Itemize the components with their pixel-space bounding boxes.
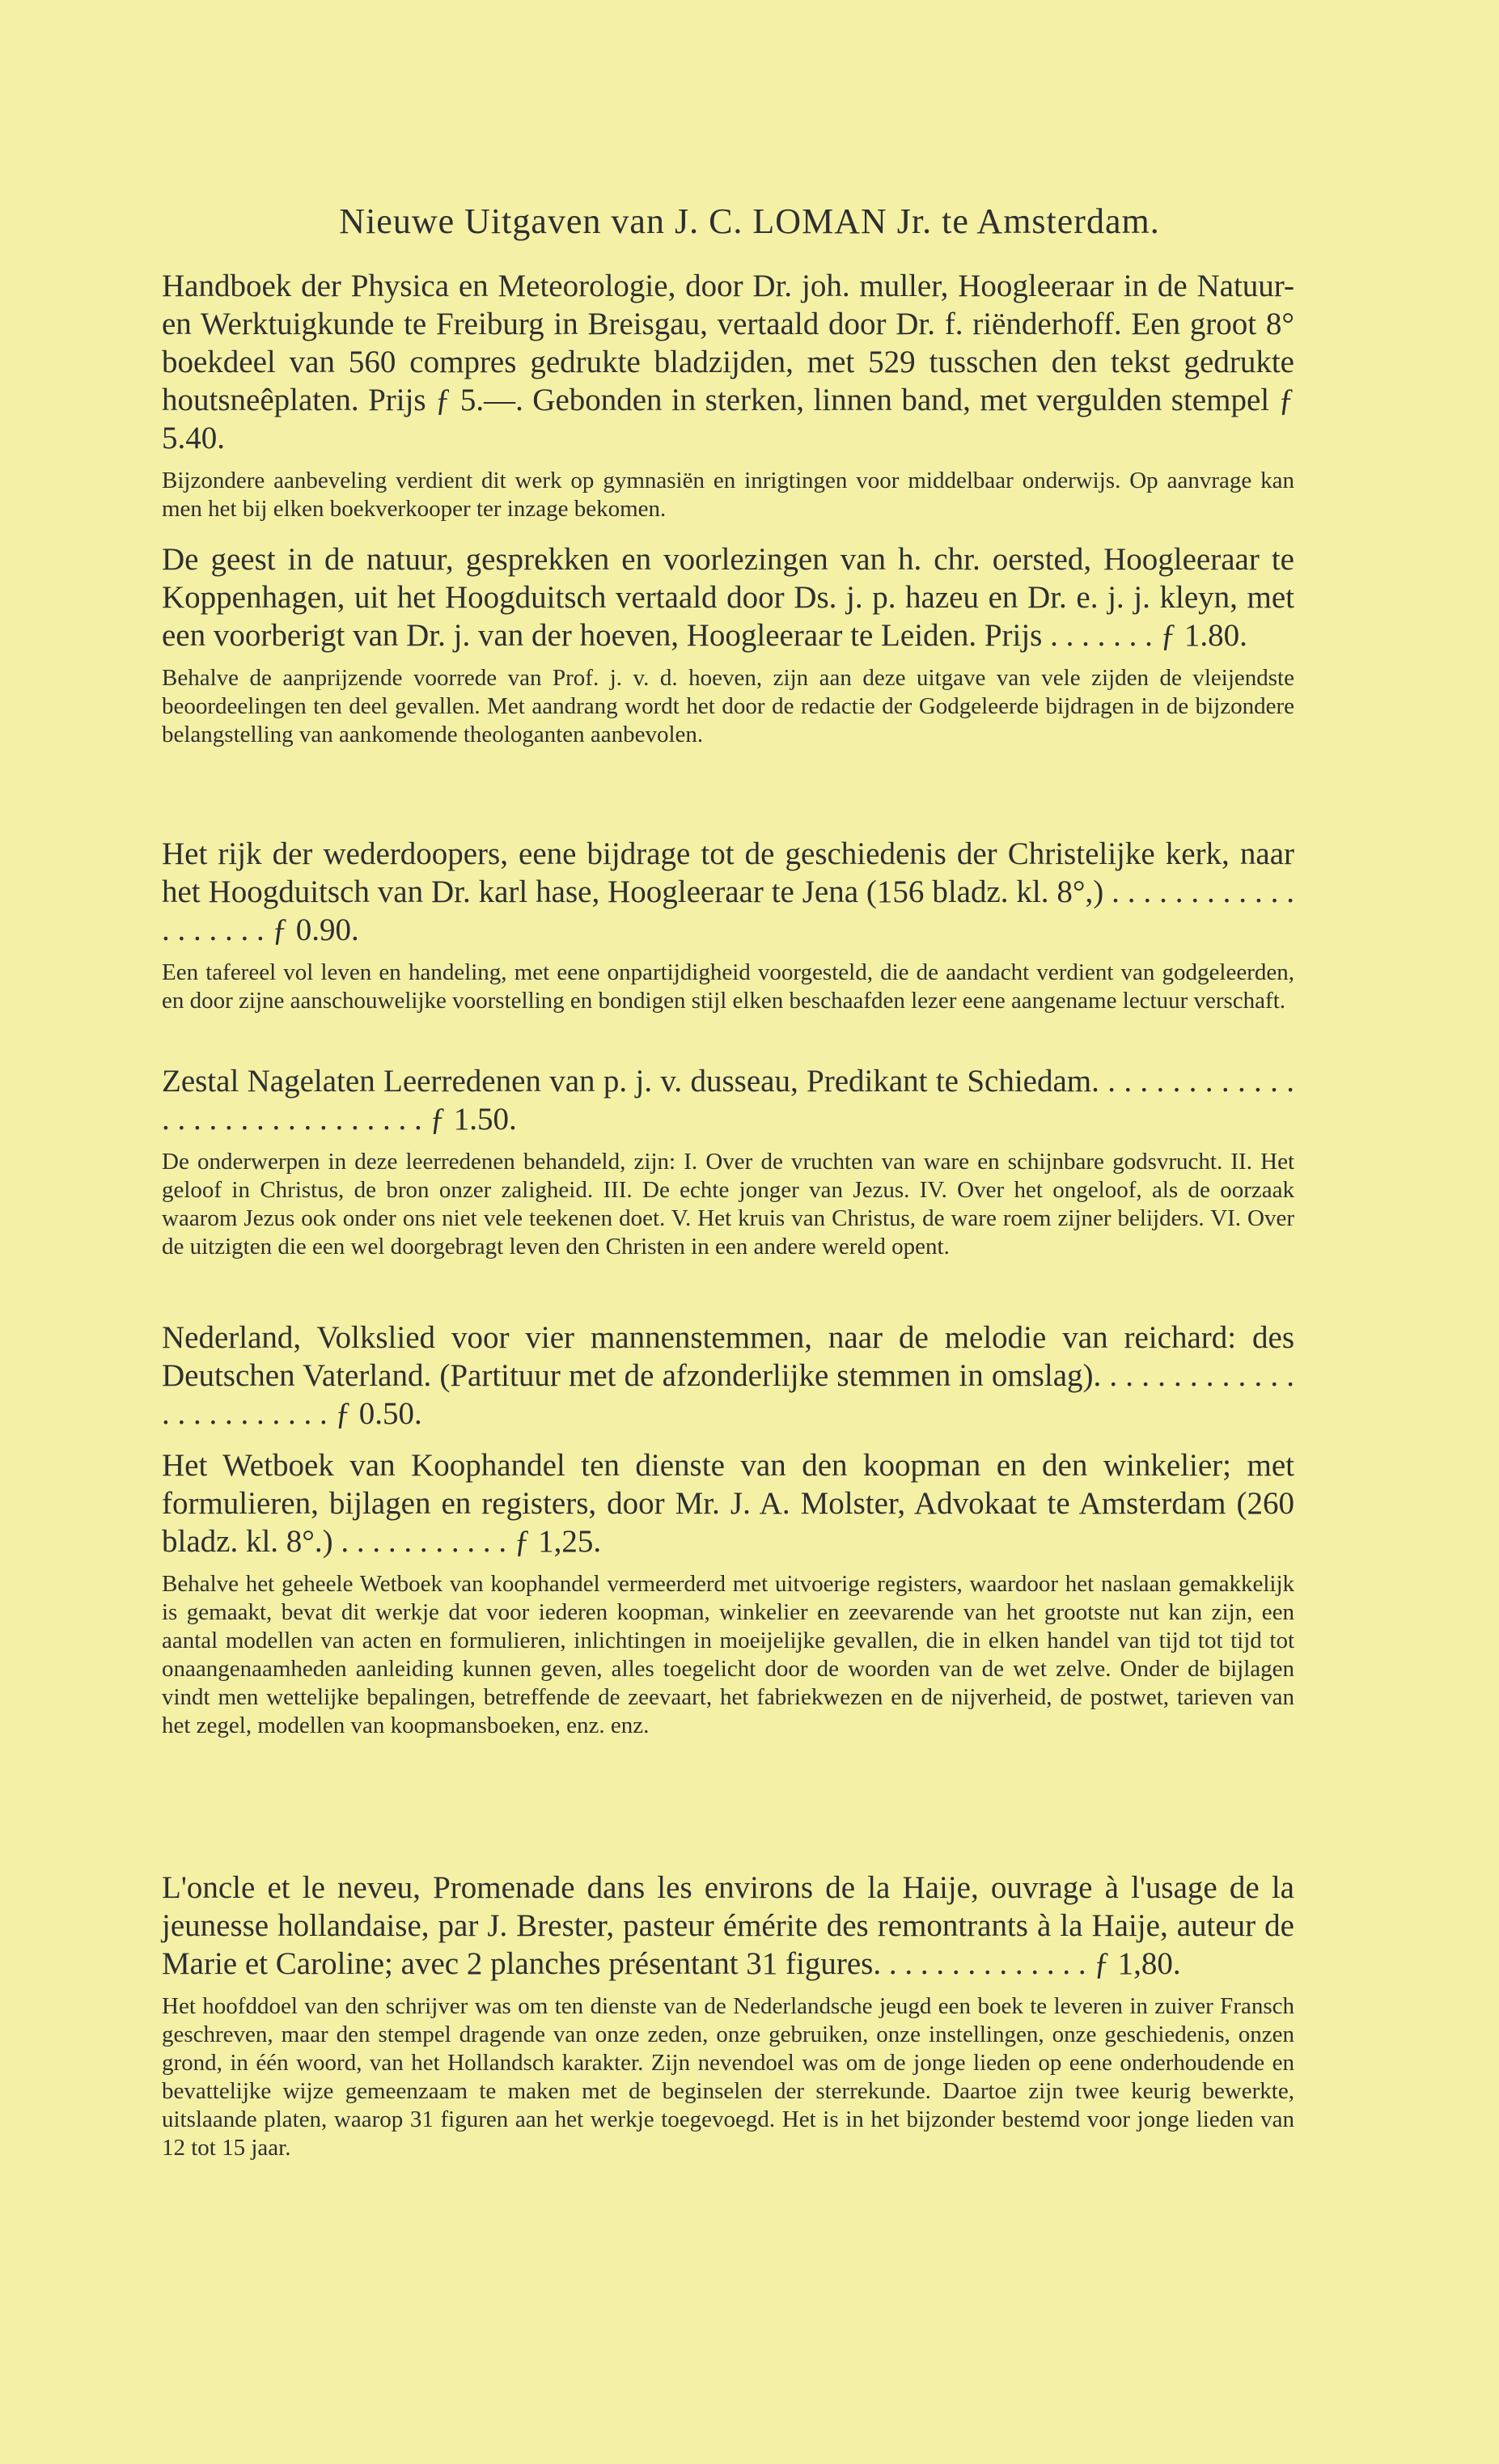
entry-note: Behalve de aanprijzende voorrede van Prof. j. v. d. hoeven, zijn aan deze uitgave van vele zijden de vleijendste beoordeelingen ten deel gevallen. Met aandrang wordt het door de redactie der Godgeleerde bijdragen in de bijzondere belangstelling van aankomende theologanten aanbevolen.: [162, 665, 1294, 747]
entry-note: Een tafereel vol leven en handeling, met eene onpartijdigheid voorgesteld, die de aandacht verdient van godgeleerden, en door zijne aanschouwelijke voorstelling en bondigen stijl elken beschaafden lezer eene aangename lectuur verschaft.: [162, 959, 1294, 1014]
entry-physica: [162, 267, 1294, 523]
entry-main: Het rijk der wederdoopers, eene bijdrage tot de geschiedenis der Christelijke kerk, naar het Hoogduitsch van Dr. karl hase, Hoogleeraar te Jena (156 bladz. kl. 8°,) . . . . . . . . . . . . . . . . . . . ƒ 0.90.: [162, 836, 1294, 947]
entry-note: Bijzondere aanbeveling verdient dit werk op gymnasiën en inrigtingen voor middelbaar onderwijs. Op aanvrage kan men het bij elken boekverkooper ter inzage bekomen.: [162, 468, 1294, 522]
entry-main: De geest in de natuur, gesprekken en voorlezingen van h. chr. oersted, Hoogleeraar te Koppenhagen, uit het Hoogduitsch vertaald door Ds. j. p. hazeu en Dr. e. j. j. kleyn, met een voorberigt van Dr. j. van der hoeven, Hoogleeraar te Leiden. Prijs . . . . . . . ƒ 1.80.: [162, 542, 1294, 653]
entry-main: Nederland, Volkslied voor vier mannenstemmen, naar de melodie van reichard: des Deutschen Vaterland. (Partituur met de afzonderlijke stemmen in omslag). . . . . . . . . . . . . . . . . . . . . . . . ƒ 0.50.: [162, 1320, 1294, 1431]
entry-oncle-neveu: [162, 1869, 1294, 2162]
page-header: Nieuwe Uitgaven van J. C. LOMAN Jr. te Amsterdam.: [339, 201, 1160, 241]
entry-main: Zestal Nagelaten Leerredenen van p. j. v. dusseau, Predikant te Schiedam. . . . . . . . . . . . . . . . . . . . . . . . . . . . . . ƒ 1.50.: [162, 1064, 1294, 1137]
entry-note: Het hoofddoel van den schrijver was om ten dienste van de Nederlandsche jeugd een boek te leveren in zuiver Fransch geschreven, maar den stempel dragende van onze zeden, onze gebruiken, onze instellingen, onze geschiedenis, onzen grond, in één woord, van het Hollandsch karakter. Zijn nevendoel was om de jonge lieden op eene onderhoudende en bevattelijke wijze gemeenzaam te maken met de beginselen der sterrekunde. Daartoe zijn twee keurig bewerkte, uitslaande platen, waarop 31 figuren aan het werkje toegevoegd. Het is in het bijzonder bestemd voor jonge lieden van 12 tot 15 jaar.: [162, 1993, 1294, 2161]
entry-main: L'oncle et le neveu, Promenade dans les environs de la Haije, ouvrage à l'usage de la jeunesse hollandaise, par J. Brester, pasteur émérite des remontrants à la Haije, auteur de Marie et Caroline; avec 2 planches présentant 31 figures. . . . . . . . . . . . . . ƒ 1,80.: [162, 1870, 1294, 1981]
entry-wederdoopers: [162, 835, 1294, 1015]
entry-note: De onderwerpen in deze leerredenen behandeld, zijn: I. Over de vruchten van ware en schijnbare godsvrucht. II. Het geloof in Christus, de bron onzer zaligheid. III. De echte jonger van Jezus. IV. Over het ongeloof, als de oorzaak waarom Jezus ook onder ons niet vele teekenen doet. V. Het kruis van Christus, de ware roem zijner belijders. VI. Over de uitzigten die een wel doorgebragt leven den Christen in een andere wereld opent.: [162, 1149, 1294, 1260]
entry-wetboek: [162, 1446, 1294, 1740]
entry-geest-natuur: [162, 540, 1294, 749]
entry-note: Behalve het geheele Wetboek van koophandel vermeerderd met uitvoerige registers, waardoor het naslaan gemakkelijk is gemaakt, bevat dit werkje dat voor iederen koopman, winkelier en zeevarende van het grootste nut kan zijn, een aantal modellen van acten en formulieren, inlichtingen in moeijelijke gevallen, die in elken handel van tijd tot tijd tot onaangenaamheden aanleiding kunnen geven, alles toegelicht door de woorden van de wet zelve. Onder de bijlagen vindt men wettelijke bepalingen, betreffende de zeevaart, het fabriekwezen en de nijverheid, de postwet, tarieven van het zegel, modellen van koopmansboeken, enz. enz.: [162, 1571, 1294, 1738]
entry-volkslied: [162, 1319, 1294, 1433]
entry-main: Handboek der Physica en Meteorologie, door Dr. joh. muller, Hoogleeraar in de Natuur- en Werktuigkunde te Freiburg in Breisgau, vertaald door Dr. f. riënderhoff. Een groot 8° boekdeel van 560 compres gedrukte bladzijden, met 529 tusschen den tekst gedrukte houtsneêplaten. Prijs ƒ 5.—. Gebonden in sterken, linnen band, met vergulden stempel ƒ 5.40.: [162, 269, 1294, 455]
entry-leerredenen: [162, 1062, 1294, 1261]
entry-main: Het Wetboek van Koophandel ten dienste van den koopman en den winkelier; met formulieren, bijlagen en registers, door Mr. J. A. Molster, Advokaat te Amsterdam (260 bladz. kl. 8°.) . . . . . . . . . . . ƒ 1,25.: [162, 1448, 1294, 1559]
